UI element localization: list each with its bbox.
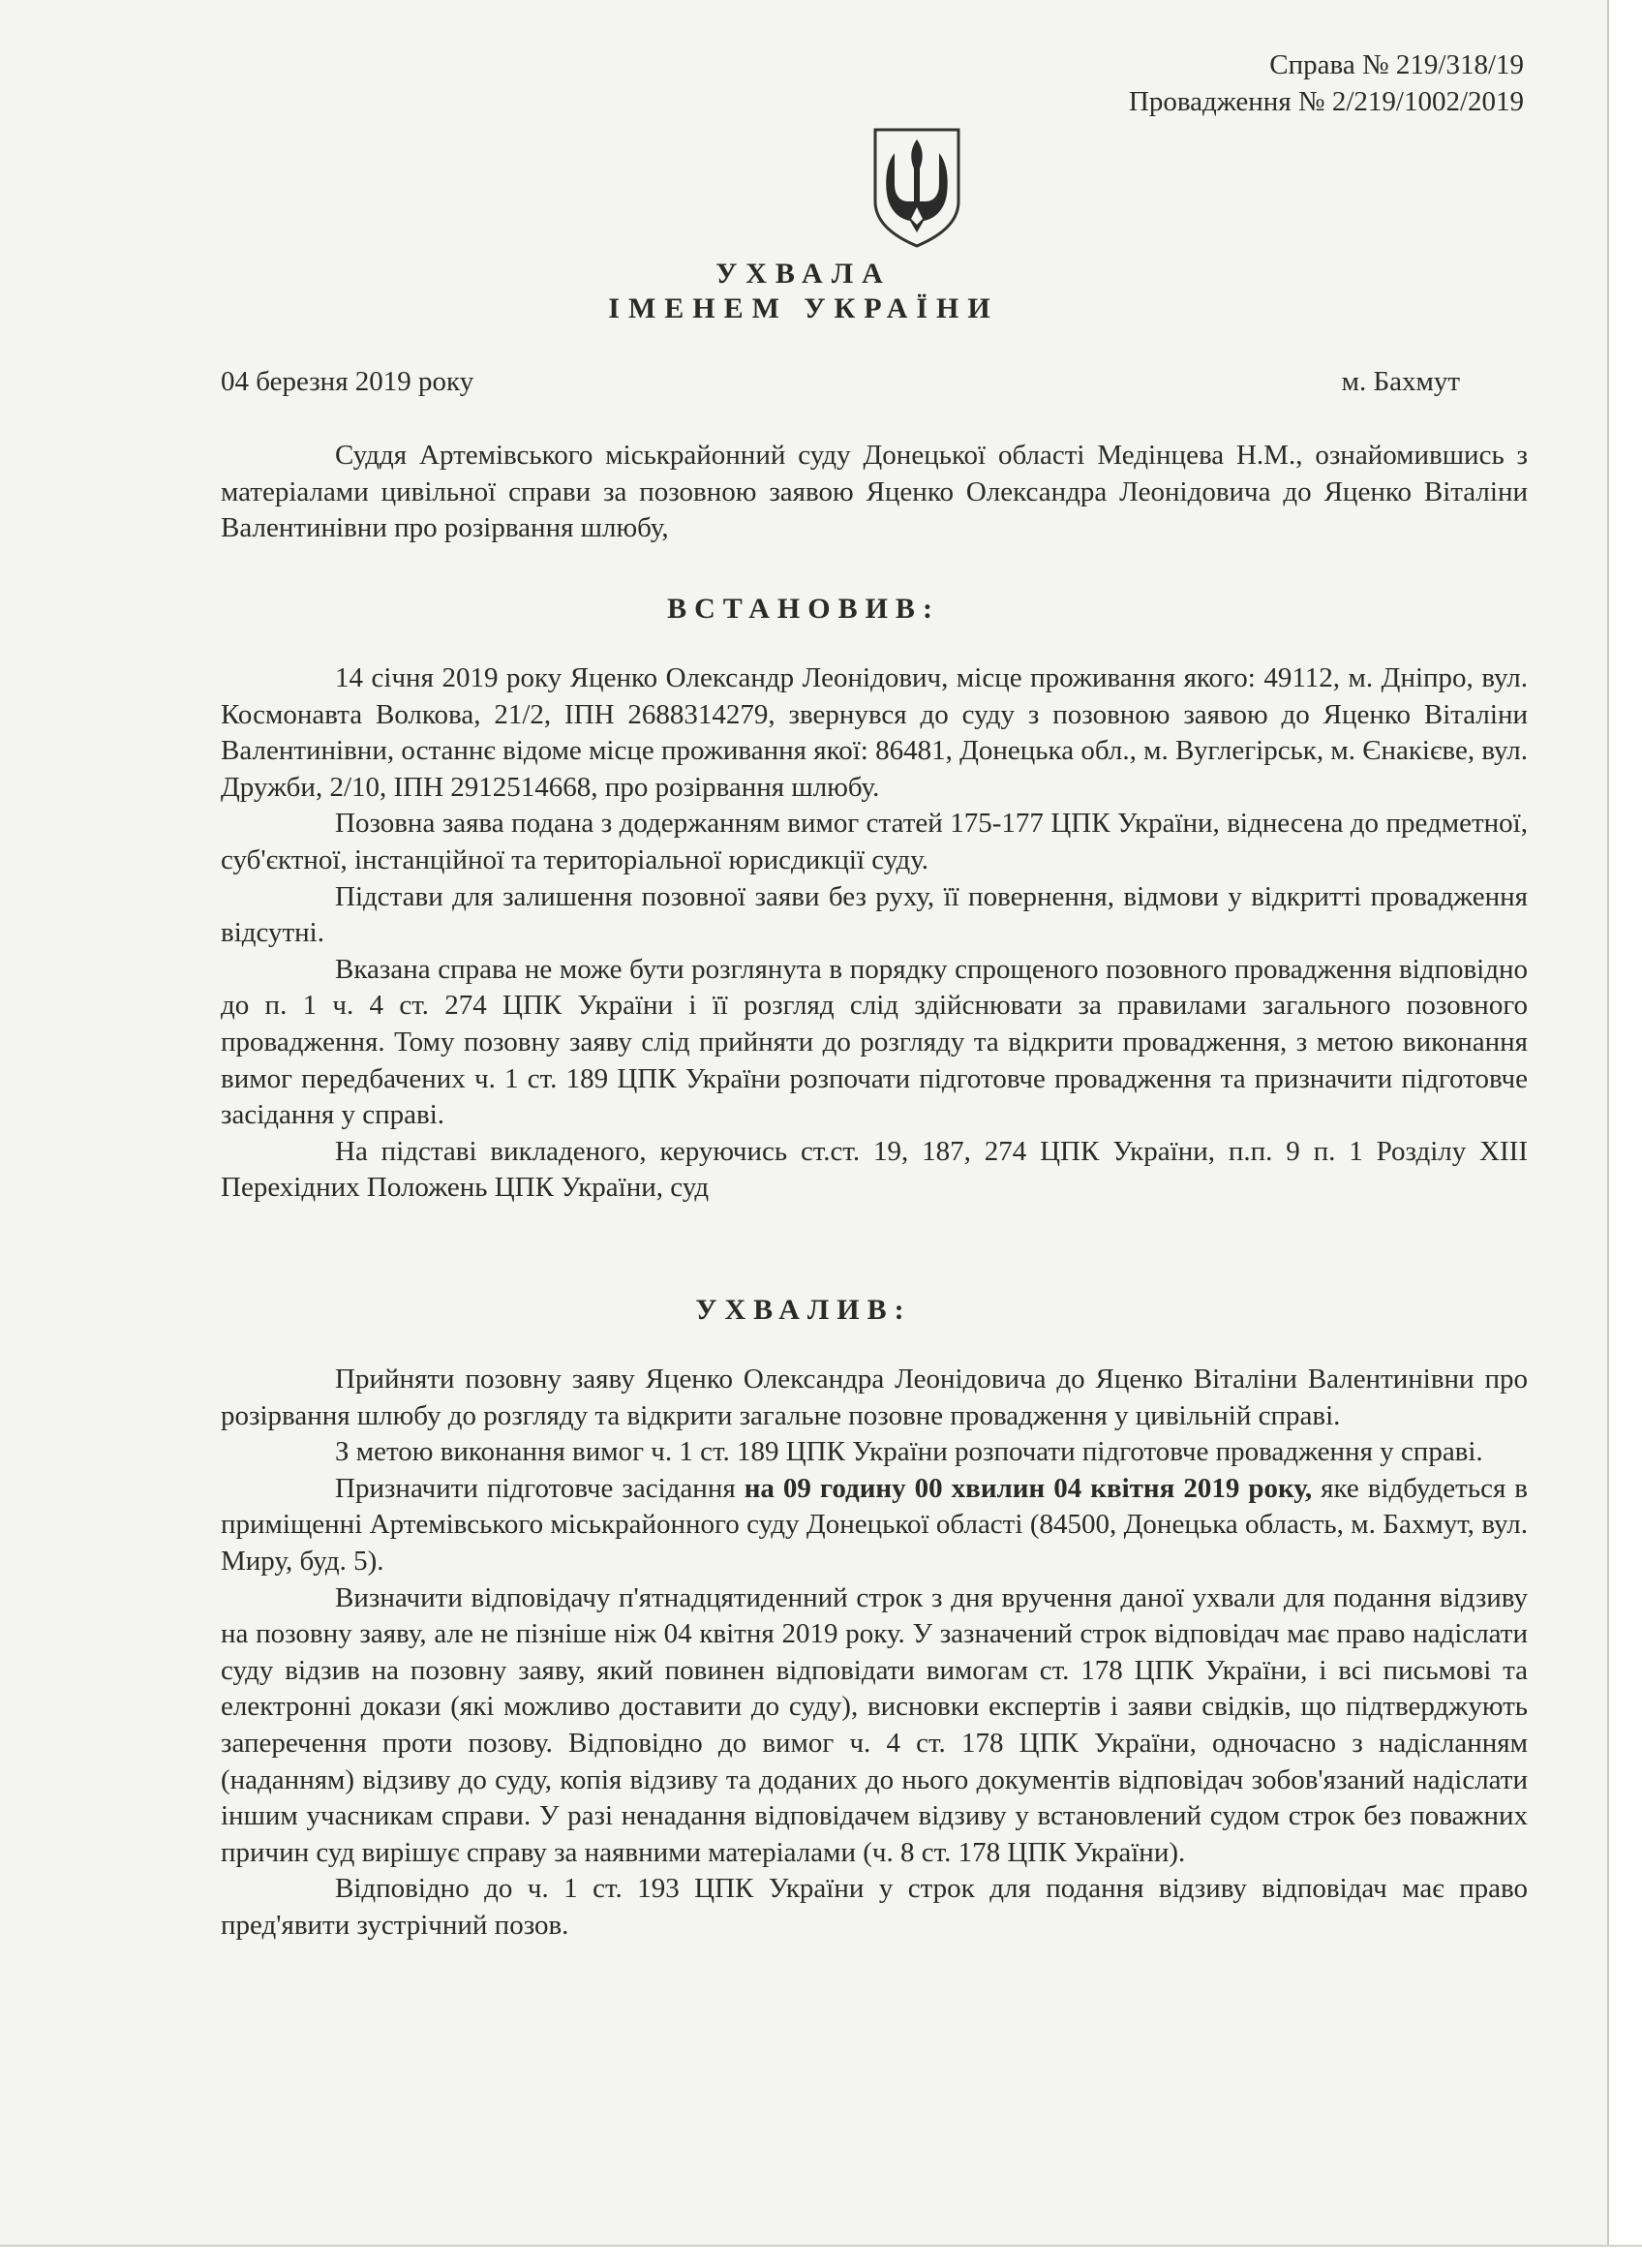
case-number: Справа № 219/318/19 [1269, 49, 1524, 80]
tryzub-coat-of-arms-icon [871, 126, 962, 250]
established-paragraph-3: Підстави для залишення позовної заяви без руху, її повернення, відмови у відкритті провадження відсутні. [221, 880, 1528, 949]
intro-paragraph: Суддя Артемівського міськрайонний суду Донецької області Медінцева Н.М., ознайомившись з матеріалами цивільної справи за позовною заявою Яценко Олександра Леонідовича до Яценко Віталіни Валентинівни про розірвання шлюбу, [221, 440, 1528, 544]
ruled-paragraph-4: Визначити відповідачу п'ятнадцятиденний строк з дня вручення даної ухвали для подання відзиву на позовну заяву, але не пізніше ніж 04 квітня 2019 року. У зазначений строк відповідач має право надіслати суду відзив на позовну заяву, який повинен відповідати вимогам ст. 178 ЦПК України, і всі письмові та електронні докази (які можливо доставити до суду), висновки експертів і заяви свідків, що підтверджують заперечення проти позову. Відповідно до вимог ч. 4 ст. 178 ЦПК України, одночасно з надісланням (наданням) відзиву до суду, копія відзиву та доданих до нього документів відповідач зобов'язаний надіслати іншим учасникам справи. У разі ненадання відповідачем відзиву у встановлений судом строк без поважних причин суд вирішує справу за наявними матеріалами (ч. 8 ст. 178 ЦПК України). [221, 1581, 1528, 1868]
established-paragraph-1: 14 січня 2019 року Яценко Олександр Леонідович, місце проживання якого: 49112, м. Дніпро, вул. Космонавта Волкова, 21/2, ІПН 2688314279, звернувся до суду з позовною заявою до Яценко Віталіни Валентинівни, останнє відоме місце проживання якої: 86481, Донецька обл., м. Вуглегірськ, м. Єнакієве, вул. Дружби, 2/10, ІПН 2912514668, про розірвання шлюбу. [221, 662, 1528, 803]
intro-section [221, 438, 1528, 547]
document-date: 04 березня 2019 року [221, 366, 474, 397]
document-subtitle: ІМЕНЕМ УКРАЇНИ [608, 292, 999, 324]
established-section [221, 660, 1528, 1207]
document-type-title: УХВАЛА [715, 258, 892, 290]
ruled-paragraph-3 [221, 1471, 1528, 1580]
date-line [221, 366, 1460, 398]
established-paragraph-5: На підставі викладеного, керуючись ст.ст. 19, 187, 274 ЦПК України, п.п. 9 п. 1 Розділу ХІІІ Перехідних Положень ЦПК України, суд [221, 1135, 1528, 1204]
ruled-paragraph-1: Прийняти позовну заяву Яценко Олександра Леонідовича до Яценко Віталіни Валентинівни про розірвання шлюбу до розгляду та відкрити загальне позовне провадження у цивільній справі. [221, 1364, 1528, 1431]
hearing-text-start: Призначити підготовче засідання [335, 1472, 745, 1504]
established-paragraph-4: Вказана справа не може бути розглянута в порядку спрощеного позовного провадження відповідно до п. 1 ч. 4 ст. 274 ЦПК України і її розгляд слід здійснювати за правилами загального позовного провадження. Тому позовну заяву слід прийняти до розгляду та відкрити провадження, з метою виконання вимог передбачених ч. 1 ст. 189 ЦПК України розпочати підготовче провадження та призначити підготовче засідання у справі. [221, 953, 1528, 1131]
case-reference [1129, 46, 1524, 120]
established-paragraph-2: Позовна заява подана з додержанням вимог статей 175-177 ЦПК України, віднесена до предметної, суб'єктної, інстанційної та територіальної юрисдикції суду. [221, 808, 1528, 875]
ruled-title: УХВАЛИВ: [695, 1294, 912, 1326]
scan-margin [1609, 0, 1642, 2266]
ruled-section [221, 1362, 1528, 1945]
hearing-text-end: яке відбудеться в приміщенні Артемівського міськрайонного суду Донецької області (84500, Донецька область, м. Бахмут, вул. Миру, буд. 5). [221, 1472, 1528, 1577]
proceeding-number: Провадження № 2/219/1002/2019 [1128, 86, 1524, 117]
ruled-paragraph-5: Відповідно до ч. 1 ст. 193 ЦПК України у строк для подання відзиву відповідач має право пред'явити зустрічний позов. [221, 1873, 1528, 1941]
document-city: м. Бахмут [1341, 366, 1460, 397]
scan-bottom-edge [0, 2245, 1642, 2268]
ruled-paragraph-2: З метою виконання вимог ч. 1 ст. 189 ЦПК України розпочати підготовче провадження у справі. [335, 1436, 1483, 1468]
established-title: ВСТАНОВИВ: [667, 593, 940, 625]
hearing-datetime: на 09 годину 00 хвилин 04 квітня 2019 року, [744, 1472, 1313, 1504]
